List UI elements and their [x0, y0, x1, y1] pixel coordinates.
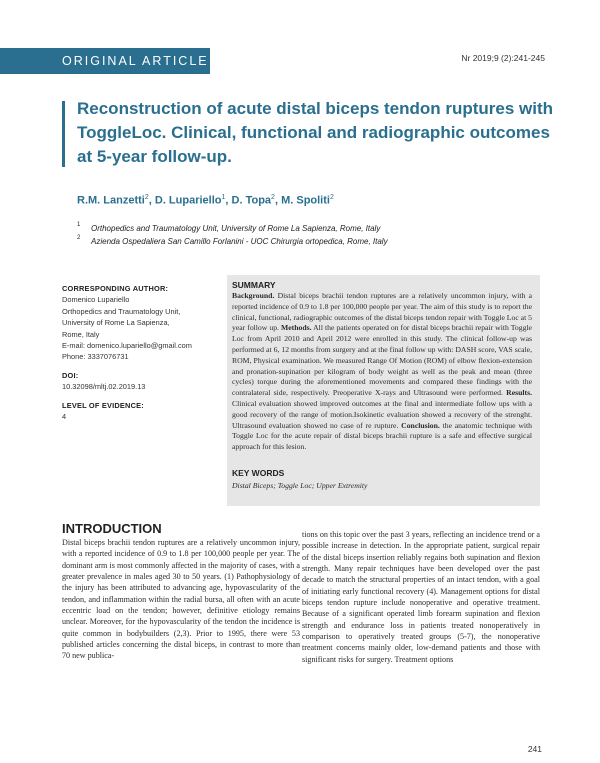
- journal-reference: Nr 2019;9 (2):241-245: [461, 53, 545, 63]
- introduction-column-left: Distal biceps brachii tendon ruptures are a relatively uncommon injury, with a reported incidence of 0.9 to 1.8 per 100,000 people per year. The dominant arm is most commonly affected in the majority of cases, with a greater prevalence in males aged 30 to 50 years. (1) Pathophysiology of the injury has been attributed to advancing age, hypovascularity of the tendon, and inflammation within the radial bursa, all often with an acute eccentric load on the tendon; however, definitive etiology remains unclear. Moreover, for the hypovascularity of the tendon the incidence is quite common in bodybuilders (2,3). Prior to 1995, there were 53 published articles concerning the distal biceps, in contrast to more than 70 new publica-: [62, 538, 300, 661]
- author-affiliation-mark: 2: [329, 194, 334, 201]
- keywords-text: Distal Biceps; Toggle Loc; Upper Extremity: [232, 481, 368, 490]
- evidence-value: 4: [62, 412, 67, 422]
- author-detail-line: Domenico Lupariello: [62, 295, 130, 305]
- title-accent-bar: [62, 101, 65, 167]
- author-affiliation-mark: 1: [221, 194, 226, 201]
- affiliation-line: 2 Azienda Ospedaliera San Camillo Forlanini - UOC Chirurgia ortopedica, Rome, Italy: [77, 235, 388, 246]
- author-name: D. Lupariello: [154, 194, 222, 207]
- author-detail-line: Orthopedics and Traumatology Unit,: [62, 306, 181, 316]
- author-detail-line: E-mail: domenico.lupariello@gmail.com: [62, 341, 192, 351]
- corresponding-author-details: [62, 294, 224, 362]
- section-banner: [0, 48, 210, 74]
- author-detail-line: University of Rome La Sapienza,: [62, 318, 170, 328]
- keywords-heading: KEY WORDS: [232, 468, 285, 478]
- summary-text: Background. Distal biceps brachii tendon ruptures are a relatively uncommon injury, with a reported incidence of 0.9 to 1.8 per 100,000 people per year. The aim of this study is to report the clinical, functional, radiographic outcomes of the distal biceps tendon repair with Toggle Loc at 5 year follow up. Methods. All the patients operated on for distal biceps brachii repair with Toggle Loc from April 2010 and April 2012 were enrolled in this study. The clinical follow-up was performed at 6, 12 months from surgery and at the final follow up with: DASH score, VAS scale, ROM, Physical examination. We measured Range Of Motion (ROM) of elbow flexion-extension and pronation-supination per kilogram of body weight as well as the peak and mean (three cycles) torque during the aforementioned movements and compared these findings with the contralateral side, respectively. Preoperative X-rays and Ultrasound were performed. Results. Clinical evaluation showed improved outcomes at the final and intermediate follow ups with a good recovery of the range of motion.Isokinetic evaluation showed a recovery of the strenght. Ultrasound evaluation showed no case of re rupture. Conclusion. the anatomic technique with Toggle Loc for the acute repair of distal biceps brachii rupture is a safe and effective surgical approach for this lesion.: [232, 291, 532, 452]
- evidence-heading: LEVEL OF EVIDENCE:: [62, 400, 144, 410]
- summary-box: [227, 275, 540, 506]
- article-info-sidebar: [62, 283, 224, 422]
- introduction-heading: INTRODUCTION: [62, 521, 162, 536]
- affiliations: [77, 222, 537, 248]
- section-label: ORIGINAL ARTICLE: [62, 54, 209, 68]
- doi-value: 10.32098/mltj.02.2019.13: [62, 382, 146, 392]
- summary-section-label: Methods.: [280, 323, 312, 333]
- affiliation-line: 1 Orthopedics and Traumatology Unit, University of Rome La Sapienza, Rome, Italy: [77, 222, 381, 233]
- corresponding-author-heading: CORRESPONDING AUTHOR:: [62, 284, 169, 293]
- doi-heading: DOI:: [62, 370, 79, 380]
- article-title: Reconstruction of acute distal biceps tendon ruptures with ToggleLoc. Clinical, functional and radiographic outcomes at 5-year follow-up.: [77, 99, 554, 166]
- summary-section-label: Conclusion.: [401, 420, 440, 430]
- author-detail-line: Rome, Italy: [62, 329, 100, 339]
- author-name: M. Spoliti: [281, 194, 330, 207]
- author-detail-line: Phone: 3337076731: [62, 352, 129, 362]
- author-name: R.M. Lanzetti: [77, 194, 145, 207]
- summary-section-label: Results.: [506, 388, 532, 398]
- author-affiliation-mark: 2: [144, 194, 149, 201]
- author-affiliation-mark: 2: [271, 194, 275, 201]
- page-number: 241: [527, 744, 542, 754]
- summary-heading: SUMMARY: [232, 280, 276, 290]
- author-name: D. Topa: [231, 194, 272, 207]
- summary-section-label: Background.: [232, 291, 275, 300]
- introduction-column-right: tions on this topic over the past 3 years, reflecting an incidence trend or a possible increase in detection. In the appropriate patient, surgical repair of the distal biceps insertion reliably regains both supination and flexion strength. Many repair techniques have been developed over the past decade to match the structural properties of an intact tendon, with a goal of initiating early functional recovery (4). Management options for distal biceps tendon rupture include nonoperative and operative treatment. Because of a significant operated limb forearm supination and flexion strength and endurance loss in patients treated nonoperatively in comparison to operatively treated groups (5-7), the nonoperative treatment concerns mainly older, low-demand patients and those with significant risks for surgery. Treatment options: [302, 530, 540, 664]
- author-list: R.M. Lanzetti$^2$, D. Lupariello$^1$, D. Topa$^2$, M. Spoliti$^2$: [77, 194, 334, 207]
